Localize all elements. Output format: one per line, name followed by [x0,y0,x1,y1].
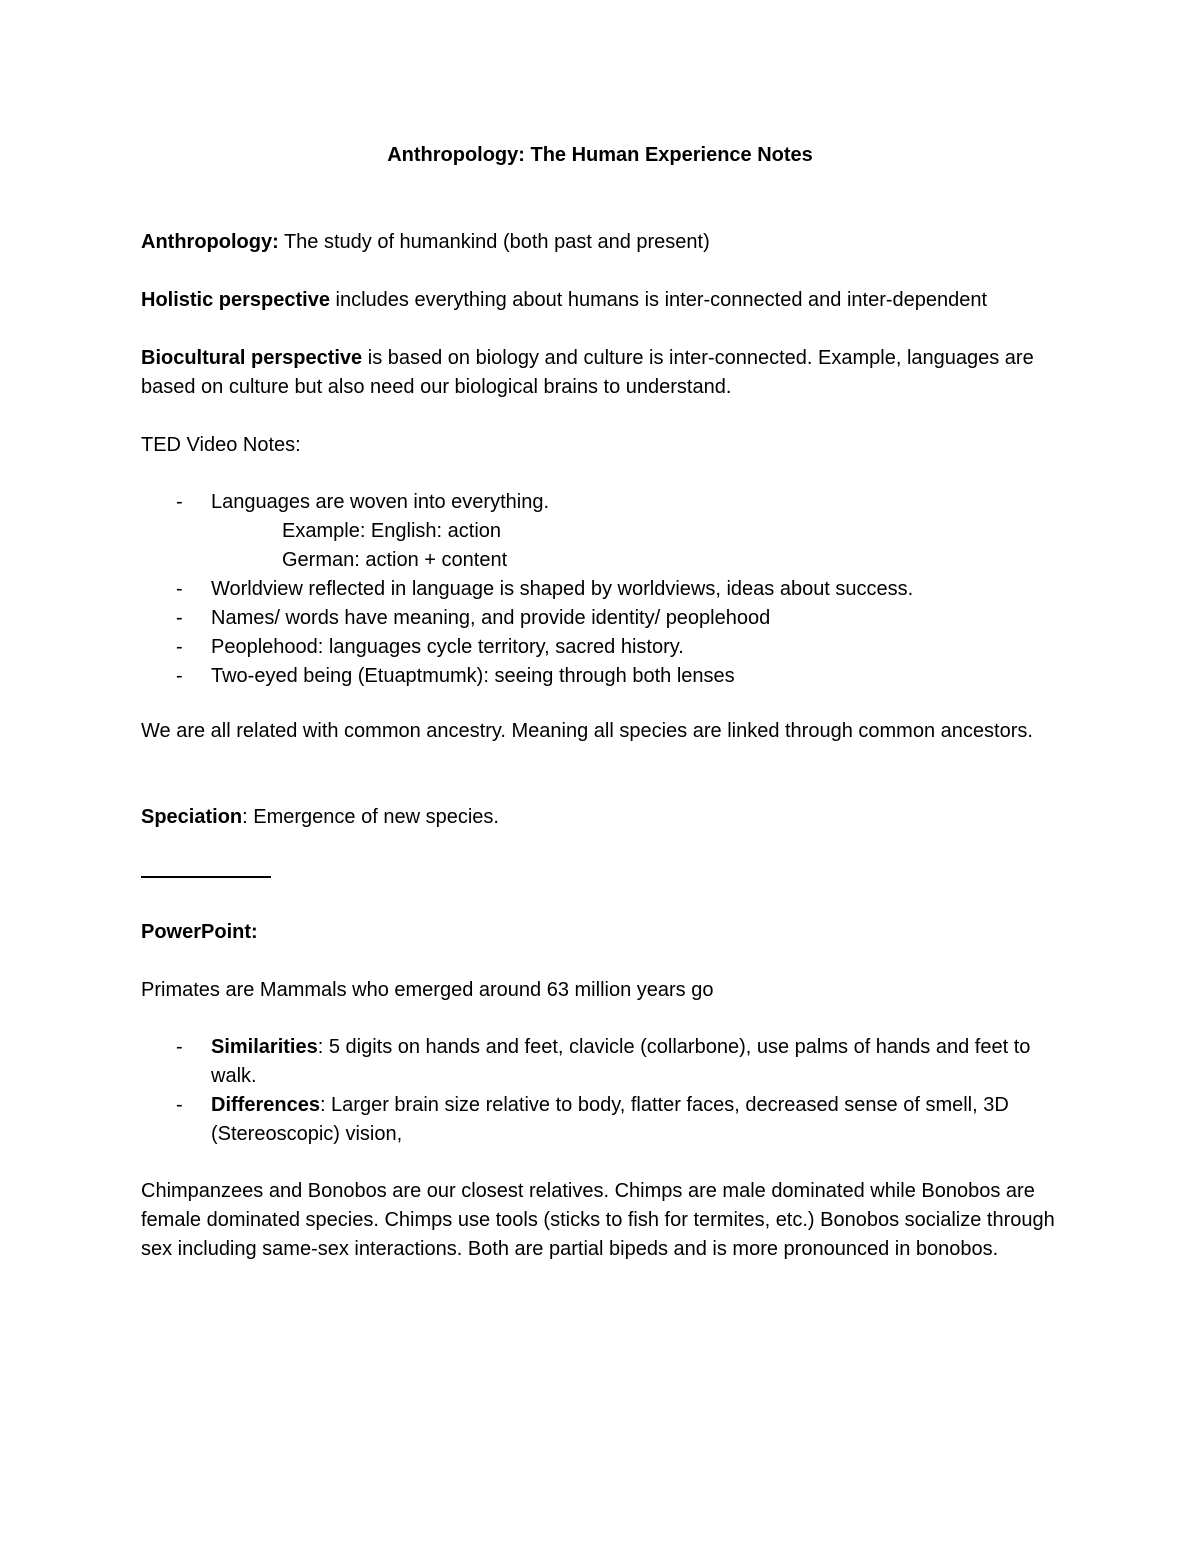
list-item [141,633,1061,662]
similarities-term: Similarities [211,1036,318,1058]
speciation-definition [141,803,1061,832]
section-divider [141,876,271,878]
powerpoint-list [141,1033,1061,1149]
document-page [141,0,1061,1553]
ted-heading: TED Video Notes: [141,434,301,456]
list-subitem: Example: English: action [282,520,502,542]
bullet-dash: - [176,665,183,687]
anthropology-definition [141,228,1061,257]
list-item [141,575,1061,604]
list-subitem: German: action + content [282,549,508,571]
document-title: Anthropology: The Human Experience Notes [387,144,813,166]
primates-paragraph: Primates are Mammals who emerged around 63 million years go [141,979,714,1001]
powerpoint-heading-text: PowerPoint: [141,921,258,943]
anthropology-text: The study of humankind (both past and present) [278,231,710,253]
list-item-text: Two-eyed being (Etuaptmumk): seeing through both lenses [211,665,735,687]
bullet-dash: - [176,636,183,658]
biocultural-term: Biocultural perspective [141,347,363,369]
list-item [141,604,1061,633]
list-item-text: Languages are woven into everything. [211,491,550,513]
bullet-dash: - [176,1094,183,1116]
holistic-term: Holistic perspective [141,289,330,311]
list-item [141,1091,1061,1149]
similarities-text: : 5 digits on hands and feet, clavicle (collarbone), use palms of hands and feet to walk. [211,1036,1031,1087]
bullet-dash: - [176,578,183,600]
bullet-dash: - [176,491,183,513]
list-item [141,488,1061,575]
list-item [141,662,1061,691]
list-item [141,1033,1061,1091]
differences-text: : Larger brain size relative to body, flatter faces, decreased sense of smell, 3D (Stereoscopic) vision, [211,1094,1009,1145]
bullet-dash: - [176,607,183,629]
ted-notes-list [141,488,1061,691]
bullet-dash: - [176,1036,183,1058]
list-item-text: Names/ words have meaning, and provide identity/ peoplehood [211,607,771,629]
speciation-term: Speciation [141,806,243,828]
closing-paragraph: Chimpanzees and Bonobos are our closest relatives. Chimps are male dominated while Bonobos are female dominated species. Chimps use tools (sticks to fish for termites, etc.) Bonobos socialize through sex including same-sex interactions. Both are partial bipeds and is more pronounced in bonobos. [141,1180,1055,1260]
biocultural-text: is based on biology and culture is inter-connected. Example, languages are based on culture but also need our biological brains to understand. [141,347,1034,398]
holistic-text: includes everything about humans is inter-connected and inter-dependent [329,289,988,311]
holistic-definition [141,286,1061,315]
biocultural-definition [141,344,1061,402]
list-item-text: Peoplehood: languages cycle territory, sacred history. [211,636,684,658]
anthropology-term: Anthropology: [141,231,279,253]
list-item-text: Worldview reflected in language is shaped by worldviews, ideas about success. [211,578,914,600]
speciation-text: : Emergence of new species. [242,806,499,828]
differences-term: Differences [211,1094,320,1116]
ancestry-paragraph: We are all related with common ancestry. Meaning all species are linked through common ancestors. [141,720,1033,742]
powerpoint-heading [141,918,1061,947]
